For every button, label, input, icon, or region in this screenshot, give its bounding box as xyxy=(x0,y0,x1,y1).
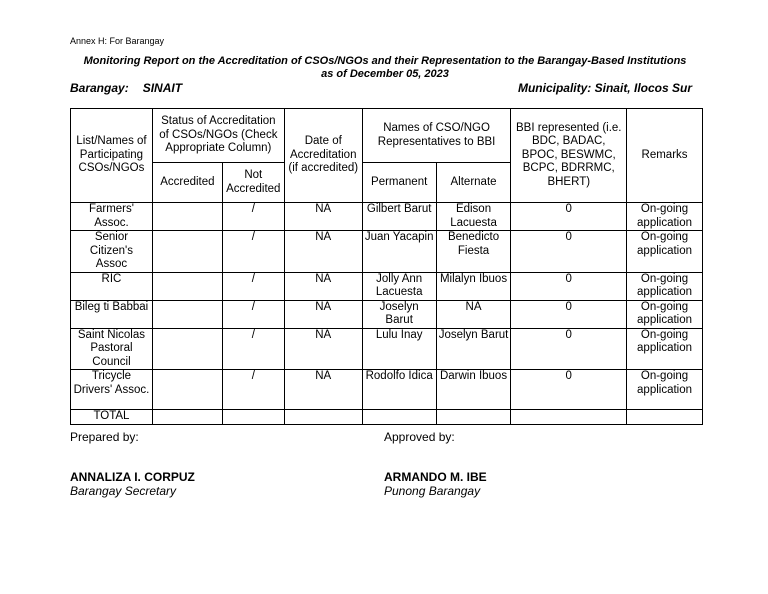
cell-remarks: On-going application xyxy=(627,328,703,370)
approved-by-label: Approved by: xyxy=(384,430,455,444)
accreditation-table xyxy=(70,108,703,425)
total-row xyxy=(71,410,703,425)
cell-accredited xyxy=(152,203,222,231)
barangay-label: Barangay: xyxy=(70,81,129,95)
cell-remarks: On-going application xyxy=(627,272,703,300)
barangay-field xyxy=(70,81,182,95)
cell-accredited xyxy=(152,328,222,370)
cell-permanent: Juan Yacapin xyxy=(362,231,436,273)
table-row xyxy=(71,370,703,410)
approved-by-name: ARMANDO M. IBE xyxy=(384,470,487,484)
cell-remarks: On-going application xyxy=(627,370,703,410)
cell-permanent: Gilbert Barut xyxy=(362,203,436,231)
cell-remarks: On-going application xyxy=(627,231,703,273)
table-row xyxy=(71,328,703,370)
header-list: List/Names of Participating CSOs/NGOs xyxy=(71,109,153,203)
cell-date: NA xyxy=(284,300,362,328)
total-cell xyxy=(511,410,627,425)
cell-name: RIC xyxy=(71,272,153,300)
municipality-field: Municipality: Sinait, Ilocos Sur xyxy=(517,81,692,95)
cell-not-accredited: / xyxy=(222,300,284,328)
prepared-by-name: ANNALIZA I. CORPUZ xyxy=(70,470,195,484)
cell-bbi: 0 xyxy=(511,370,627,410)
cell-name: Farmers' Assoc. xyxy=(71,203,153,231)
cell-name: Saint Nicolas Pastoral Council xyxy=(71,328,153,370)
header-alternate: Alternate xyxy=(436,163,511,203)
header-date: Date of Accreditation (if accredited) xyxy=(284,109,362,203)
total-cell xyxy=(436,410,511,425)
cell-bbi: 0 xyxy=(511,300,627,328)
cell-accredited xyxy=(152,300,222,328)
cell-accredited xyxy=(152,370,222,410)
header-remarks: Remarks xyxy=(627,109,703,203)
cell-date: NA xyxy=(284,272,362,300)
annex-label: Annex H: For Barangay xyxy=(70,36,165,46)
cell-bbi: 0 xyxy=(511,328,627,370)
cell-date: NA xyxy=(284,203,362,231)
cell-remarks: On-going application xyxy=(627,300,703,328)
cell-date: NA xyxy=(284,328,362,370)
cell-not-accredited: / xyxy=(222,272,284,300)
cell-permanent: Rodolfo Idica xyxy=(362,370,436,410)
cell-not-accredited: / xyxy=(222,370,284,410)
report-title: Monitoring Report on the Accreditation of CSOs/NGOs and their Representation to the Barangay-Based Institutions xyxy=(83,55,687,67)
cell-alternate: Benedicto Fiesta xyxy=(436,231,511,273)
cell-bbi: 0 xyxy=(511,272,627,300)
header-bbi: BBI represented (i.e. BDC, BADAC, BPOC, BESWMC, BCPC, BDRRMC, BHERT) xyxy=(511,109,627,203)
table-row xyxy=(71,203,703,231)
barangay-value: SINAIT xyxy=(142,81,183,95)
cell-permanent: Lulu Inay xyxy=(362,328,436,370)
cell-not-accredited: / xyxy=(222,231,284,273)
table-row xyxy=(71,300,703,328)
cell-name: Tricycle Drivers' Assoc. xyxy=(71,370,153,410)
cell-date: NA xyxy=(284,370,362,410)
total-cell xyxy=(222,410,284,425)
total-cell xyxy=(362,410,436,425)
header-accredited: Accredited xyxy=(152,163,222,203)
total-cell xyxy=(627,410,703,425)
total-label: TOTAL xyxy=(71,410,153,425)
cell-accredited xyxy=(152,231,222,273)
cell-alternate: NA xyxy=(436,300,511,328)
table-row xyxy=(71,231,703,273)
report-date: as of December 05, 2023 xyxy=(321,68,449,80)
approved-by-position: Punong Barangay xyxy=(384,484,481,498)
header-names: Names of CSO/NGO Representatives to BBI xyxy=(362,109,511,163)
cell-name: Bileg ti Babbai xyxy=(71,300,153,328)
total-cell xyxy=(284,410,362,425)
table-row xyxy=(71,272,703,300)
cell-alternate: Darwin Ibuos xyxy=(436,370,511,410)
cell-alternate: Milalyn Ibuos xyxy=(436,272,511,300)
cell-bbi: 0 xyxy=(511,231,627,273)
total-cell xyxy=(152,410,222,425)
cell-remarks: On-going application xyxy=(627,203,703,231)
header-status: Status of Accreditation of CSOs/NGOs (Check Appropriate Column) xyxy=(152,109,284,163)
cell-alternate: Joselyn Barut xyxy=(436,328,511,370)
cell-not-accredited: / xyxy=(222,203,284,231)
cell-bbi: 0 xyxy=(511,203,627,231)
cell-not-accredited: / xyxy=(222,328,284,370)
header-permanent: Permanent xyxy=(362,163,436,203)
cell-name: Senior Citizen's Assoc xyxy=(71,231,153,273)
cell-alternate: Edison Lacuesta xyxy=(436,203,511,231)
cell-accredited xyxy=(152,272,222,300)
cell-date: NA xyxy=(284,231,362,273)
cell-permanent: Joselyn Barut xyxy=(362,300,436,328)
prepared-by-label: Prepared by: xyxy=(70,430,139,444)
cell-permanent: Jolly Ann Lacuesta xyxy=(362,272,436,300)
header-not-accredited: Not Accredited xyxy=(222,163,284,203)
prepared-by-position: Barangay Secretary xyxy=(70,484,177,498)
